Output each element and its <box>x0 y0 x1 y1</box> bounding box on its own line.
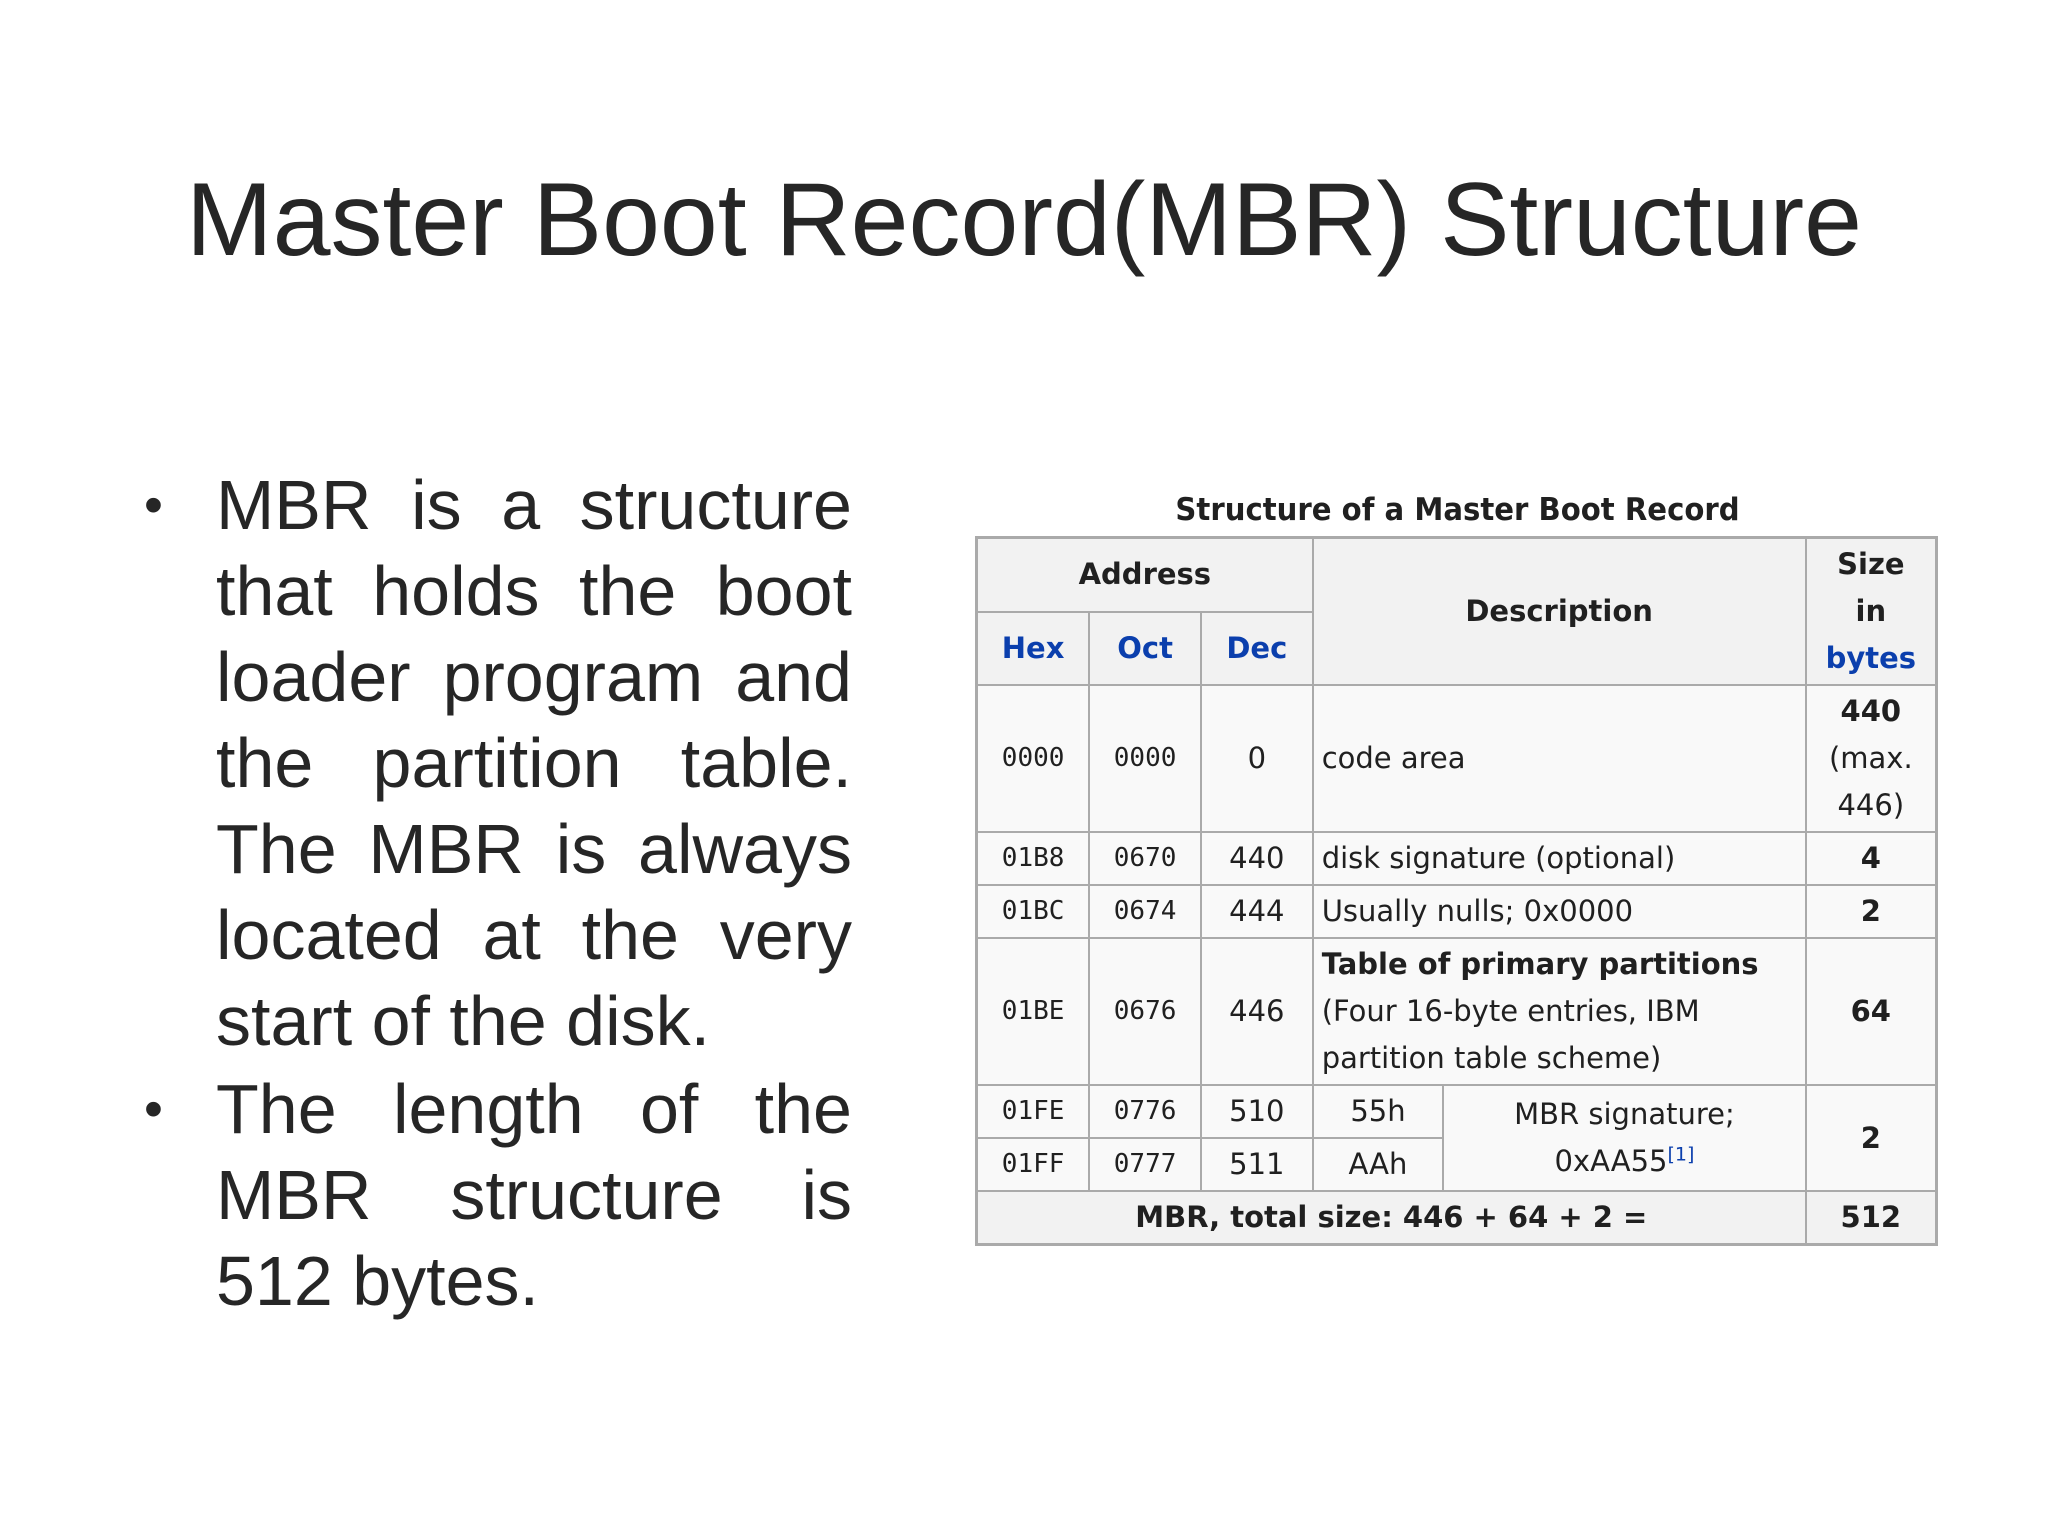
description-header: Description <box>1313 538 1806 686</box>
description-cell: Usually nulls; 0x0000 <box>1313 885 1806 938</box>
signature-description-cell <box>1443 1085 1805 1191</box>
table-row <box>977 885 1937 938</box>
description-cell <box>1313 938 1806 1085</box>
table-header-row <box>977 538 1937 612</box>
bullet-text: MBR is a structure that holds the boot loader program and the partition table. The MBR is always located at the very start of the disk. <box>216 466 852 1060</box>
dec-header-link[interactable]: Dec <box>1201 612 1313 685</box>
bytes-link[interactable]: bytes <box>1825 641 1917 675</box>
oct-cell: 0676 <box>1089 938 1201 1085</box>
hex-cell: 01BE <box>977 938 1090 1085</box>
oct-cell: 0670 <box>1089 832 1201 885</box>
bullet-dot-icon: • <box>144 1079 163 1139</box>
bullet-item <box>140 1066 852 1324</box>
oct-cell: 0000 <box>1089 685 1201 832</box>
oct-cell: 0777 <box>1089 1138 1201 1191</box>
signature-label: MBR signature; <box>1514 1097 1735 1131</box>
size-cell: 2 <box>1806 885 1937 938</box>
size-header <box>1806 538 1937 686</box>
bullet-dot-icon: • <box>144 475 163 535</box>
table-row <box>977 832 1937 885</box>
byte-cell: 55h <box>1313 1085 1444 1138</box>
size-value: 440 <box>1840 694 1902 728</box>
signature-hex: 0xAA55 <box>1554 1144 1668 1178</box>
table-row <box>977 938 1937 1085</box>
size-cell <box>1806 685 1937 832</box>
size-note: (max. <box>1828 741 1913 775</box>
bullet-text: The length of the MBR structure is 512 bytes. <box>216 1070 852 1320</box>
slide-title: Master Boot Record(MBR) Structure <box>185 162 1863 278</box>
dec-cell: 510 <box>1201 1085 1313 1138</box>
hex-cell: 01FF <box>977 1138 1090 1191</box>
total-value: 512 <box>1806 1191 1937 1245</box>
bullet-item <box>140 462 852 1064</box>
hex-header-link[interactable]: Hex <box>977 612 1090 685</box>
description-cell: disk signature (optional) <box>1313 832 1806 885</box>
dec-cell: 444 <box>1201 885 1313 938</box>
size-cell: 4 <box>1806 832 1937 885</box>
byte-cell: AAh <box>1313 1138 1444 1191</box>
description-text: (Four 16-byte entries, IBM partition table scheme) <box>1321 994 1700 1075</box>
dec-cell: 446 <box>1201 938 1313 1085</box>
hex-cell: 0000 <box>977 685 1090 832</box>
reference-link[interactable]: [1] <box>1667 1143 1695 1166</box>
dec-cell: 440 <box>1201 832 1313 885</box>
hex-cell: 01BC <box>977 885 1090 938</box>
dec-cell: 0 <box>1201 685 1313 832</box>
table-row <box>977 1085 1937 1138</box>
oct-cell: 0674 <box>1089 885 1201 938</box>
hex-cell: 01B8 <box>977 832 1090 885</box>
size-header-line: in <box>1855 594 1887 628</box>
total-row <box>977 1191 1937 1245</box>
hex-cell: 01FE <box>977 1085 1090 1138</box>
size-cell: 64 <box>1806 938 1937 1085</box>
oct-cell: 0776 <box>1089 1085 1201 1138</box>
mbr-structure-table <box>975 536 1938 1246</box>
size-note: 446) <box>1837 788 1905 822</box>
size-header-line: Size <box>1837 547 1905 581</box>
total-label: MBR, total size: 446 + 64 + 2 = <box>977 1191 1806 1245</box>
table-caption: Structure of a Master Boot Record <box>1175 492 1740 528</box>
address-header: Address <box>977 538 1313 612</box>
description-title: Table of primary partitions <box>1321 947 1759 981</box>
oct-header-link[interactable]: Oct <box>1089 612 1201 685</box>
size-cell: 2 <box>1806 1085 1937 1191</box>
signature-value <box>1452 1138 1796 1185</box>
bullet-list <box>140 462 852 1326</box>
dec-cell: 511 <box>1201 1138 1313 1191</box>
description-cell: code area <box>1313 685 1806 832</box>
table-row <box>977 685 1937 832</box>
